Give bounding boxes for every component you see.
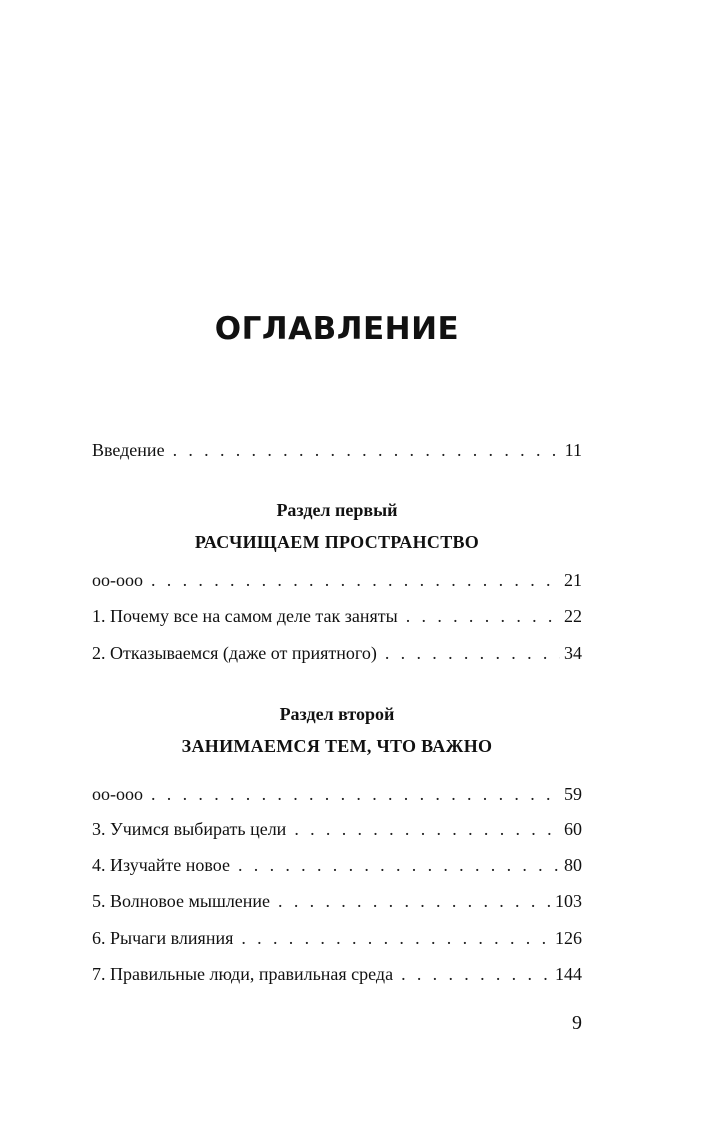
toc-entry-page: 60 [564,819,582,839]
toc-entry-s2-1[interactable] [92,817,582,841]
toc-entry-page: 59 [564,784,582,804]
toc-entry-page: 126 [555,928,582,948]
toc-entry-title: 4. Изучайте новое [92,855,230,875]
section-1-title: РАСЧИЩАЕМ ПРОСТРАНСТВО [194,532,480,552]
toc-entry-s2-5[interactable] [92,962,582,986]
toc-entry-title: 6. Рычаги влияния [92,928,234,948]
page-heading: ОГЛАВЛЕНИЕ [214,310,460,347]
toc-leader-dots [278,889,551,913]
section-2-title: ЗАНИМАЕМСЯ ТЕМ, ЧТО ВАЖНО [181,736,493,756]
toc-leader-dots [294,817,560,841]
toc-entry-page: 103 [555,891,582,911]
section-2-label: Раздел второй [279,704,395,724]
toc-leader-dots [151,568,560,592]
toc-entry-title: 1. Почему все на самом деле так заняты [92,606,398,626]
toc-leader-dots [406,604,560,628]
toc-leader-dots [173,438,561,462]
toc-leader-dots [401,962,551,986]
toc-entry-title: Введение [92,440,165,460]
toc-entry-s1-2[interactable] [92,641,582,665]
toc-entry-page: 21 [564,570,582,590]
toc-entry-title: 7. Правильные люди, правильная среда [92,964,394,984]
toc-entry-s2-2[interactable] [92,853,582,877]
toc-entry-page: 34 [564,643,582,663]
toc-entry-title: oo-ooo [92,784,143,804]
toc-entry-s2-4[interactable] [92,926,582,950]
toc-entry-page: 80 [564,855,582,875]
toc-entry-intro[interactable] [92,438,582,462]
toc-entry-title: 2. Отказываемся (даже от приятного) [92,643,377,663]
toc-entry-title: oo-ooo [92,570,143,590]
toc-entry-s2-3[interactable] [92,889,582,913]
toc-entry-s1-0[interactable] [92,568,582,592]
toc-entry-page: 144 [555,964,582,984]
toc-leader-dots [238,853,560,877]
toc-leader-dots [241,926,551,950]
toc-entry-title: 5. Волновое мышление [92,891,271,911]
section-1-label: Раздел первый [276,500,398,520]
toc-leader-dots [151,782,560,806]
page-number: 9 [572,1012,582,1034]
toc-entry-title: 3. Учимся выбирать цели [92,819,287,839]
toc-entry-page: 22 [564,606,582,626]
toc-leader-dots [385,641,560,665]
toc-entry-s2-0[interactable] [92,782,582,806]
toc-entry-page: 11 [564,440,582,460]
toc-entry-s1-1[interactable] [92,604,582,628]
